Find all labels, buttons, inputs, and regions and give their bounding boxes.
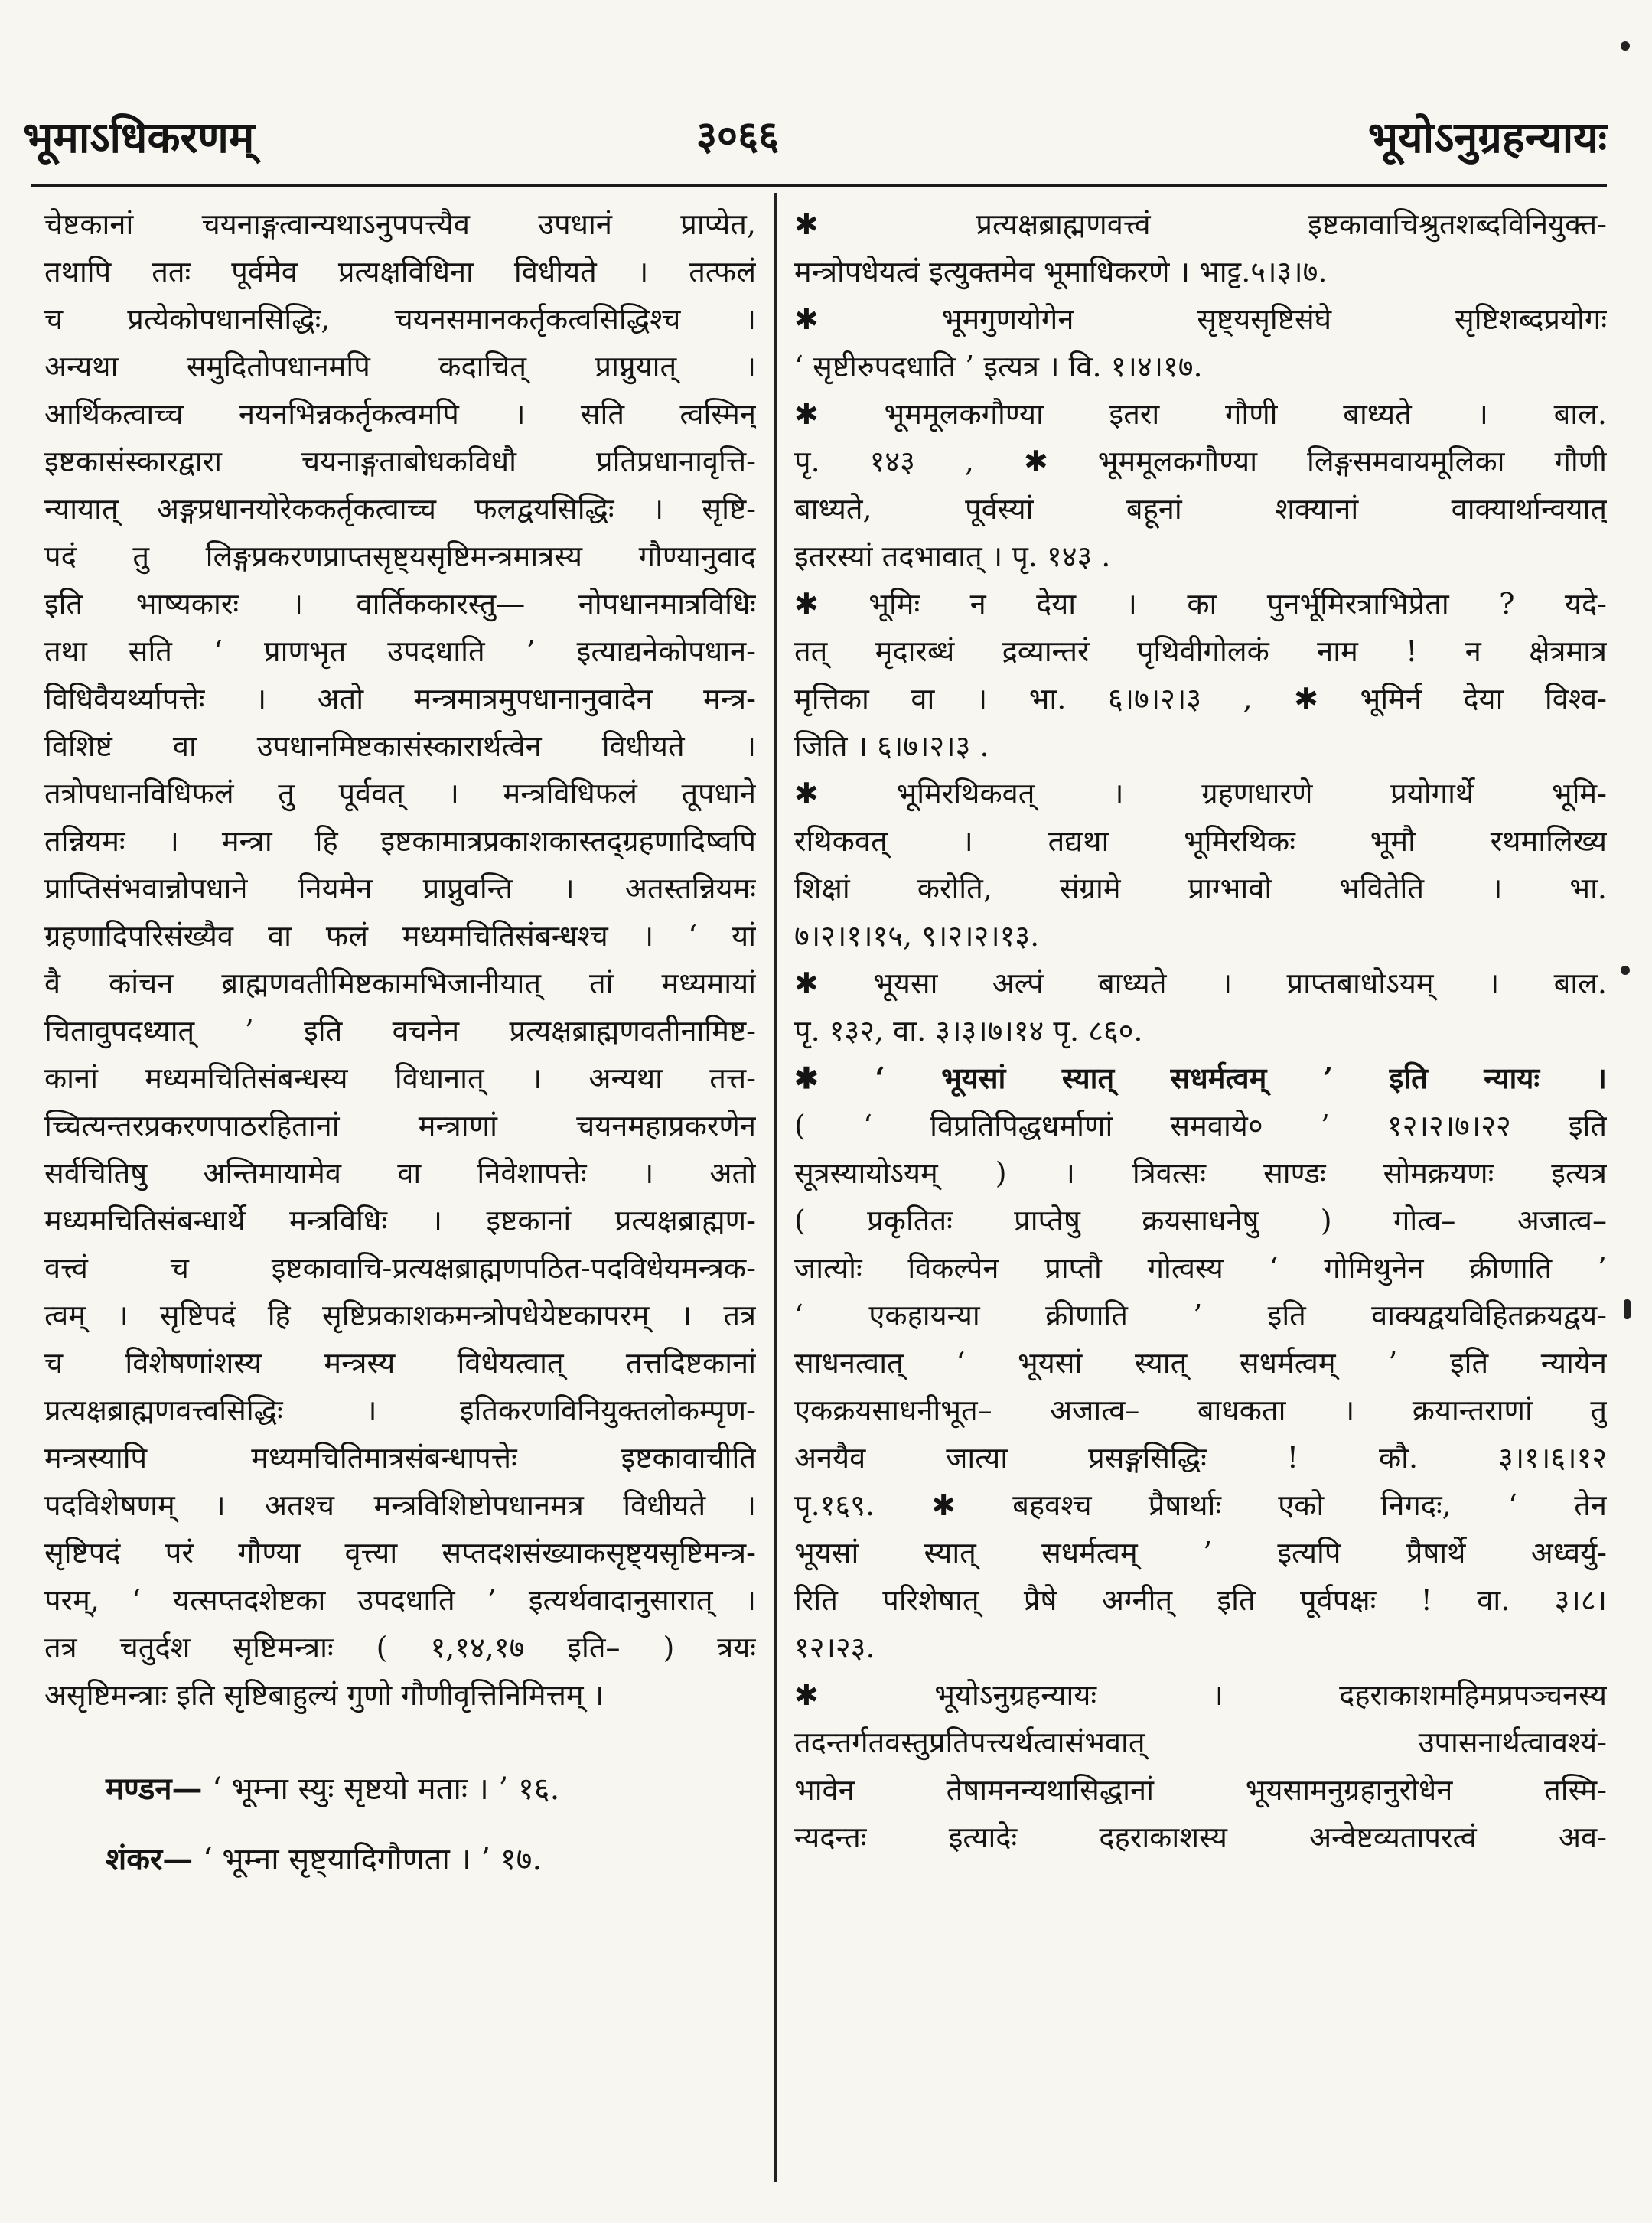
left-line: मन्त्रस्यापि मध्यमचितिमात्रसंबन्धापत्तेः इष्टकावाचीति xyxy=(44,1441,756,1475)
left-line: इति भाष्यकारः । वार्तिककारस्तु— नोपधानमात्रविधिः xyxy=(44,587,756,621)
left-line: पदविशेषणम् । अतश्च मन्त्रविशिष्टोपधानमत्र विधीयते । xyxy=(44,1488,756,1522)
right-line: मृत्तिका वा । भा. ६।७।२।३ , ✱ भूमिर्न देया विश्व- xyxy=(794,682,1607,715)
left-line: पदं तु लिङ्गप्रकरणप्राप्तसृष्ट्यसृष्टिमन्त्रमात्रस्य गौण्यानुवाद xyxy=(44,539,756,573)
right-line: ✱ भूयसा अल्पं बाध्यते । प्राप्तबाधोऽयम् । बाल. xyxy=(794,966,1607,1000)
right-line: साधनत्वात् ‘ भूयसां स्यात् सधर्मत्वम् ’ इति न्यायेन xyxy=(794,1346,1607,1380)
right-line: पृ. १४३ , ✱ भूममूलकगौण्या लिङ्गसमवायमूलिका गौणी xyxy=(794,445,1607,478)
margin-speck xyxy=(1621,966,1630,975)
right-line: ‘ सृष्टीरुपदधाति ’ इत्यत्र । वि. १।४।१७. xyxy=(794,350,1203,383)
right-line: शिक्षां करोति, संग्रामे प्राग्भावो भवितेति । भा. xyxy=(794,872,1607,905)
left-line: तथा सति ‘ प्राणभृत उपदधाति ’ इत्याद्यनेकोपधान- xyxy=(44,634,756,668)
column-divider xyxy=(774,193,777,2182)
left-line: तत्रोपधानविधिफलं तु पूर्ववत् । मन्त्रविधिफलं तूपधाने xyxy=(44,777,756,810)
right-line: इतरस्यां तदभावात् । पृ. १४३ . xyxy=(794,539,1111,573)
right-column xyxy=(794,200,1607,1861)
right-line: जात्योः विकल्पेन प्राप्तौ गोत्वस्य ‘ गोमिथुनेन क्रीणाति ’ xyxy=(794,1251,1607,1285)
right-line: सूत्रस्यायोऽयम् ) । त्रिवत्सः साण्डः सोमक्रयणः इत्यत्र xyxy=(794,1156,1607,1190)
left-line: प्रत्यक्षब्राह्मणवत्त्वसिद्धिः । इतिकरणविनियुक्तलोकम्पृण- xyxy=(44,1393,756,1427)
right-line: ७।२।१।१५, ९।२।२।१३. xyxy=(794,919,1040,953)
right-line: जिति । ६।७।२।३ . xyxy=(794,729,989,763)
right-line: रथिकवत् । तद्यथा भूमिरथिकः भूमौ रथमालिख्य xyxy=(794,824,1607,858)
header-rule xyxy=(31,184,1607,187)
left-line: इष्टकासंस्कारद्वारा चयनाङ्गताबोधकविधौ प्रतिप्रधानावृत्ति- xyxy=(44,445,756,478)
right-line: तदन्तर्गतवस्तुप्रतिपत्त्यर्थत्वासंभवात् उपासनार्थत्वावश्यं- xyxy=(794,1726,1607,1759)
left-line: परम्, ‘ यत्सप्तदशेष्टका उपदधाति ’ इत्यर्थवादानुसारात् । xyxy=(44,1583,756,1617)
margin-speck xyxy=(1624,1299,1631,1319)
left-line: च प्रत्येकोपधानसिद्धिः, चयनसमानकर्तृकत्वसिद्धिश्च । xyxy=(44,302,756,336)
citation-text: ‘ भूम्ना सृष्ट्यादिगौणता । ’ १७. xyxy=(203,1842,543,1877)
left-line: च विशेषणांशस्य मन्त्रस्य विधेयत्वात् तत्तदिष्टकानां xyxy=(44,1346,756,1380)
left-line: तन्नियमः । मन्त्रा हि इष्टकामात्रप्रकाशकास्तद्ग्रहणादिष्वपि xyxy=(44,824,756,858)
right-line: अनयैव जात्या प्रसङ्गसिद्धिः ! कौ. ३।१।६।१२ xyxy=(794,1441,1607,1475)
running-title-left: भूमाऽधिकरणम् xyxy=(23,112,255,163)
right-line: ✱ भूमगुणयोगेन सृष्ट्यसृष्टिसंघे सृष्टिशब्दप्रयोगः xyxy=(794,302,1607,336)
right-line: रिति परिशेषात् प्रैषे अग्नीत् इति पूर्वपक्षः ! वा. ३।८। xyxy=(794,1583,1607,1617)
right-line: ✱ प्रत्यक्षब्राह्मणवत्त्वं इष्टकावाचिश्रुतशब्दविनियुक्त- xyxy=(794,207,1607,241)
left-line: असृष्टिमन्त्राः इति सृष्टिबाहुल्यं गुणो गौणीवृत्तिनिमित्तम् । xyxy=(44,1678,604,1712)
right-line: ✱ भूमिरथिकवत् । ग्रहणधारणे प्रयोगार्थे भूमि- xyxy=(794,777,1607,810)
left-line: अन्यथा समुदितोपधानमपि कदाचित् प्राप्नुयात् । xyxy=(44,350,756,383)
margin-speck xyxy=(1621,41,1630,51)
right-line: एकक्रयसाधनीभूत– अजात्व– बाधकता । क्रयान्तराणां तु xyxy=(794,1393,1607,1427)
left-line: प्राप्तिसंभवान्नोपधाने नियमेन प्राप्नुवन्ति । अतस्तन्नियमः xyxy=(44,872,756,905)
citation-label: मण्डन— xyxy=(106,1771,203,1807)
citation-mandana xyxy=(44,1754,756,1824)
left-line: कानां मध्यमचितिसंबन्धस्य विधानात् । अन्यथा तत्त- xyxy=(44,1061,756,1095)
left-line: त्वम् । सृष्टिपदं हि सृष्टिप्रकाशकमन्त्रोपधेयेष्टकापरम् । तत्र xyxy=(44,1299,756,1332)
left-line: विशिष्टं वा उपधानमिष्टकासंस्कारार्थत्वेन विधीयते । xyxy=(44,729,756,763)
left-line: चेष्टकानां चयनाङ्गत्वान्यथाऽनुपपत्त्यैव उपधानं प्राप्येत, xyxy=(44,207,756,241)
left-line: तथापि ततः पूर्वमेव प्रत्यक्षविधिना विधीयते । तत्फलं xyxy=(44,255,756,288)
page-number: ३०६६ xyxy=(696,112,780,159)
right-line: बाध्यते, पूर्वस्यां बहूनां शक्यानां वाक्यार्थान्वयात् xyxy=(794,492,1607,526)
left-line: मध्यमचितिसंबन्धार्थे मन्त्रविधिः । इष्टकानां प्रत्यक्षब्राह्मण- xyxy=(44,1204,756,1237)
right-line: ✱ भूममूलकगौण्या इतरा गौणी बाध्यते । बाल. xyxy=(794,397,1607,431)
running-title-right: भूयोऽनुग्रहन्यायः xyxy=(1367,112,1607,163)
right-line: मन्त्रोपधेयत्वं इत्युक्तमेव भूमाधिकरणे । भाट्ट.५।३।७. xyxy=(794,255,1328,288)
left-line: वत्त्वं च इष्टकावाचि-प्रत्यक्षब्राह्मणपठित-पदविधेयमन्त्रक- xyxy=(44,1251,756,1285)
page-header xyxy=(23,107,1607,168)
right-line: ( प्रकृतितः प्राप्तेषु क्रयसाधनेषु ) गोत्व– अजात्व– xyxy=(794,1204,1607,1237)
right-line: ✱ भूमिः न देया । का पुनर्भूमिरत्राभिप्रेता ? यदे- xyxy=(794,587,1607,621)
left-line: सृष्टिपदं परं गौण्या वृत्त्या सप्तदशसंख्याकसृष्ट्यसृष्टिमन्त्र- xyxy=(44,1536,756,1569)
right-line: न्यदन्तः इत्यादेः दहराकाशस्य अन्वेष्टव्यतापरत्वं अव- xyxy=(794,1820,1607,1854)
left-line: विधिवैयर्थ्यापत्तेः । अतो मन्त्रमात्रमुपधानानुवादेन मन्त्र- xyxy=(44,682,756,715)
left-line: सर्वचितिषु अन्तिमायामेव वा निवेशापत्तेः । अतो xyxy=(44,1156,756,1190)
right-line: ( ‘ विप्रतिपिद्धधर्माणां समवाये० ’ १२।२।७।२२ इति xyxy=(794,1109,1607,1142)
citation-text: ‘ भूम्ना स्युः सृष्टयो मताः । ’ १६. xyxy=(212,1772,560,1807)
right-line: १२।२३. xyxy=(794,1631,875,1664)
citation-shankara xyxy=(44,1824,756,1895)
left-line: न्यायात् अङ्गप्रधानयोरेककर्तृकत्वाच्च फलद्वयसिद्धिः । सृष्टि- xyxy=(44,492,756,526)
left-line: वै कांचन ब्राह्मणवतीमिष्टकामभिजानीयात् तां मध्यमायां xyxy=(44,966,756,1000)
right-line: पृ.१६९. ✱ बहवश्च प्रैषार्थाः एको निगदः, ‘ तेन xyxy=(794,1488,1607,1522)
right-line: भूयसां स्यात् सधर्मत्वम् ’ इत्यपि प्रैषार्थे अध्वर्यु- xyxy=(794,1536,1607,1569)
right-line: भावेन तेषामनन्यथासिद्धानां भूयसामनुग्रहानुरोधेन तस्मि- xyxy=(794,1773,1607,1807)
left-line: च्चित्यन्तरप्रकरणपाठरहितानां मन्त्राणां चयनमहाप्रकरणेन xyxy=(44,1109,756,1142)
left-line: तत्र चतुर्दश सृष्टिमन्त्राः ( १,१४,१७ इति– ) त्रयः xyxy=(44,1631,756,1664)
left-line: ग्रहणादिपरिसंख्यैव वा फलं मध्यमचितिसंबन्धश्च । ‘ यां xyxy=(44,919,756,953)
right-line: ✱ भूयोऽनुग्रहन्यायः । दहराकाशमहिमप्रपञ्चनस्य xyxy=(794,1678,1607,1712)
left-line: आर्थिकत्वाच्च नयनभिन्नकर्तृकत्वमपि । सति त्वस्मिन् xyxy=(44,397,756,431)
left-column xyxy=(44,200,756,1895)
right-line: ✱ ‘ भूयसां स्यात् सधर्मत्वम् ’ इति न्यायः । xyxy=(794,1061,1607,1095)
right-line: तत् मृदारब्धं द्रव्यान्तरं पृथिवीगोलकं नाम ! न क्षेत्रमात्र xyxy=(794,634,1607,668)
left-line: चितावुपदध्यात् ’ इति वचनेन प्रत्यक्षब्राह्मणवतीनामिष्ट- xyxy=(44,1014,756,1048)
right-line: ‘ एकहायन्या क्रीणाति ’ इति वाक्यद्वयविहितक्रयद्वय- xyxy=(794,1299,1607,1332)
right-line: पृ. १३२, वा. ३।३।७।१४ पृ. ८६०. xyxy=(794,1014,1143,1048)
citation-label: शंकर— xyxy=(106,1841,194,1877)
